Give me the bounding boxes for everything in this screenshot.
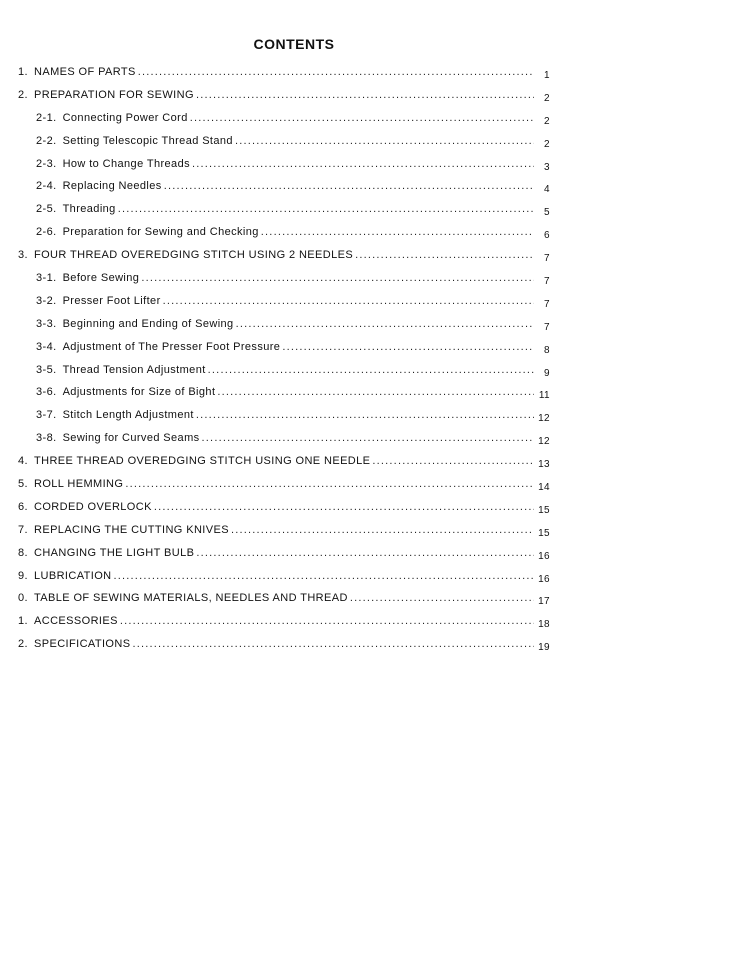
toc-entry-page: 13 [538,459,550,471]
toc-entry-number: 0. [18,592,28,605]
toc-entry-label: CORDED OVERLOCK [33,500,152,513]
toc-entry-number: 2-2. [36,134,57,147]
toc-entry-label: How to Change Threads [62,157,190,170]
dot-leader [236,318,534,330]
dot-leader [202,432,534,444]
toc-entry-number: 2-4. [36,180,57,193]
toc-entry-label: Before Sewing [62,272,140,285]
dot-leader [217,386,534,398]
toc-entry-page: 11 [538,390,550,402]
toc-entry-label: FOUR THREAD OVEREDGING STITCH USING 2 NEEDLES [33,249,354,262]
dot-leader [196,547,534,559]
dot-leader [192,158,534,170]
toc-entry-label: NAMES OF PARTS [33,66,136,78]
toc-entry-number: 3. [18,249,28,262]
dot-leader [235,135,534,147]
dot-leader [114,570,534,582]
toc-entry-label: Thread Tension Adjustment [62,363,206,376]
toc-entry [18,249,550,272]
dot-leader [120,615,534,627]
toc-entry [18,547,550,570]
toc-entry-page: 7 [544,321,550,333]
toc-entry-page: 1 [544,70,550,81]
toc-subentry [18,364,550,387]
toc-subentry [18,158,550,181]
toc-entry-label: PREPARATION FOR SEWING [33,88,194,101]
dot-leader [196,89,534,101]
toc-entry-number: 2-1. [36,111,57,124]
toc-entry-number: 2. [18,638,28,651]
toc-entry-page: 7 [544,276,550,288]
toc-entry-label: REPLACING THE CUTTING KNIVES [33,523,229,536]
toc-entry [18,592,550,615]
toc-entry-page: 17 [538,596,550,608]
toc-subentry [18,386,550,409]
toc-entry-page: 8 [544,344,550,356]
toc-subentry [18,341,550,364]
toc-entry-page: 2 [544,138,550,150]
toc-entry-label: Replacing Needles [62,180,162,193]
dot-leader [208,364,534,376]
dot-leader [141,272,534,284]
toc-entry-number: 2. [18,88,28,101]
toc-entry-page: 18 [538,619,550,631]
dot-leader [138,66,534,78]
toc-entry-number: 3-5. [36,363,57,376]
dot-leader [118,203,534,215]
toc-entry-number: 2-6. [36,226,57,239]
dot-leader [163,295,534,307]
toc-entry-page: 2 [544,92,550,104]
toc-entry-page: 14 [538,482,550,494]
toc-entry-label: Preparation for Sewing and Checking [62,226,259,239]
toc-subentry [18,272,550,295]
toc-entry-number: 3-1. [36,272,57,285]
toc-subentry [18,135,550,158]
toc-entry-page: 7 [544,253,550,265]
dot-leader [125,478,534,490]
toc-entry-page: 15 [538,504,550,516]
dot-leader [196,409,534,421]
toc-entry-page: 12 [538,436,550,448]
dot-leader [261,226,534,238]
dot-leader [231,524,534,536]
toc-entry-page: 16 [538,550,550,562]
toc-entry-page: 19 [538,642,550,654]
toc-entry [18,501,550,524]
toc-entry-number: 2-5. [36,203,57,216]
toc-entry-page: 2 [544,115,550,127]
toc-entry [18,89,550,112]
toc-subentry [18,295,550,318]
toc-subentry [18,203,550,226]
toc-entry-label: Threading [62,203,116,216]
toc-entry-label: Sewing for Curved Seams [62,432,200,445]
toc-entry [18,478,550,501]
toc-entry-label: TABLE OF SEWING MATERIALS, NEEDLES AND THREAD [33,592,348,605]
toc-entry-page: 5 [544,207,550,219]
toc-entry [18,66,550,89]
toc-entry-number: 3-2. [36,294,57,307]
toc-entry-page: 7 [544,298,550,310]
toc-entry-page: 6 [544,230,550,242]
toc-entry-number: 3-8. [36,432,57,445]
toc-entry-label: ROLL HEMMING [33,478,124,491]
toc-entry-number: 9. [18,569,28,582]
dot-leader [282,341,534,353]
toc-entry-page: 3 [544,161,550,173]
dot-leader [132,638,534,650]
toc-entry-label: Setting Telescopic Thread Stand [62,134,233,147]
toc-entry-number: 5. [18,478,28,491]
toc-entry-label: CHANGING THE LIGHT BULB [33,546,195,559]
toc-entry-label: Connecting Power Cord [62,111,188,124]
dot-leader [355,249,534,261]
toc-subentry [18,226,550,249]
page-title: CONTENTS [253,36,335,52]
toc-entry-number: 8. [18,546,28,559]
toc-entry-number: 3-7. [36,409,57,422]
dot-leader [350,592,534,604]
toc-entry-page: 16 [538,573,550,585]
dot-leader [190,112,534,124]
toc-subentry [18,180,550,203]
toc-entry-number: 3-6. [36,386,57,399]
dot-leader [154,501,534,513]
toc-entry-page: 15 [538,527,550,539]
toc-entry-number: 6. [18,500,28,513]
toc-entry-label: ACCESSORIES [33,615,118,628]
dot-leader [372,455,534,467]
toc-entry-number: 2-3. [36,157,57,170]
toc-entry [18,615,550,638]
toc-entry [18,570,550,593]
toc-entry-number: 7. [18,523,28,536]
toc-entry-number: 4. [18,455,28,468]
toc-entry-page: 12 [538,413,550,425]
dot-leader [164,180,534,192]
toc-entry [18,455,550,478]
table-of-contents [18,66,550,661]
toc-entry-number: 1. [18,66,28,78]
toc-subentry [18,432,550,455]
toc-entry-label: LUBRICATION [33,569,112,582]
toc-subentry [18,318,550,341]
toc-entry-label: SPECIFICATIONS [33,638,131,651]
toc-entry-label: Beginning and Ending of Sewing [62,317,234,330]
toc-entry-label: Presser Foot Lifter [62,294,161,307]
toc-entry-number: 1. [18,615,28,628]
toc-entry-label: Stitch Length Adjustment [62,409,194,422]
toc-subentry [18,112,550,135]
toc-subentry [18,409,550,432]
toc-entry [18,638,550,661]
toc-entry-page: 4 [544,184,550,196]
toc-entry [18,524,550,547]
toc-entry-label: Adjustment of The Presser Foot Pressure [62,340,281,353]
toc-entry-page: 9 [544,367,550,379]
toc-entry-number: 3-3. [36,317,57,330]
toc-entry-label: Adjustments for Size of Bight [62,386,216,399]
toc-entry-label: THREE THREAD OVEREDGING STITCH USING ONE NEEDLE [33,455,371,468]
toc-entry-number: 3-4. [36,340,57,353]
